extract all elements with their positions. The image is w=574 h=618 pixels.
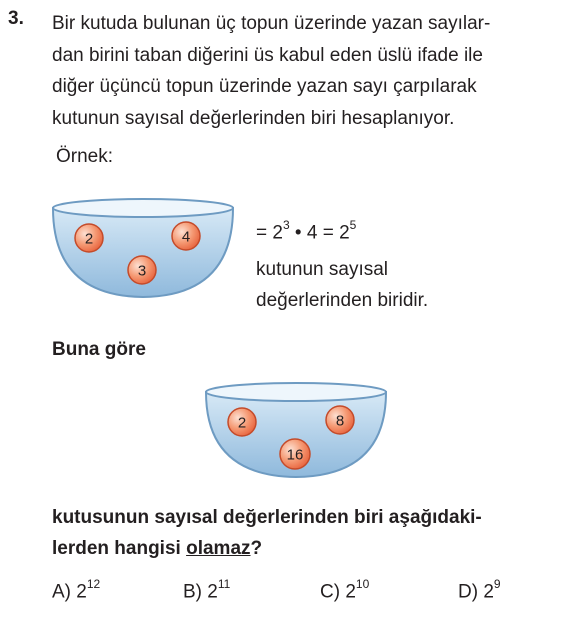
choice-label: B) 2 xyxy=(183,581,218,603)
stem-line: Bir kutuda bulunan üç topun üzerinde yazan sayılar- xyxy=(52,13,491,34)
choice-exponent: 12 xyxy=(86,577,101,591)
prompt-underlined-word: olamaz xyxy=(186,538,251,559)
choice-label: C) 2 xyxy=(320,581,356,603)
example-equation xyxy=(256,220,356,244)
eq-exponent: 3 xyxy=(282,218,290,232)
question-prompt xyxy=(52,502,482,564)
choice-label: A) 2 xyxy=(52,581,87,603)
stem-line: diğer üçüncü topun üzerinde yazan sayı çarpılarak xyxy=(52,76,477,97)
choice-c[interactable] xyxy=(320,579,369,603)
example-description xyxy=(256,254,428,316)
ball-label: 16 xyxy=(286,446,304,464)
ball xyxy=(228,408,256,436)
prompt-line: kutusunun sayısal değerlerinden biri aşağıdaki- xyxy=(52,507,482,528)
eq-part: • 4 = 2 xyxy=(289,222,350,244)
ball xyxy=(128,256,156,284)
question-number: 3. xyxy=(8,8,24,29)
choice-exponent: 11 xyxy=(217,577,231,591)
ball xyxy=(326,406,354,434)
ball-label: 3 xyxy=(137,262,147,280)
eq-exponent: 5 xyxy=(349,218,357,232)
choice-exponent: 9 xyxy=(493,577,501,591)
prompt-line xyxy=(52,533,482,564)
ball xyxy=(172,222,200,250)
buna-gore-label: Buna göre xyxy=(52,339,146,360)
bowl-rim xyxy=(53,199,233,217)
ball xyxy=(280,439,310,469)
prompt-text: ? xyxy=(250,538,263,559)
choice-a[interactable] xyxy=(52,579,100,603)
example-label: Örnek: xyxy=(56,146,114,167)
bowl-rim xyxy=(206,383,386,401)
ball-label: 4 xyxy=(181,228,191,246)
choice-d[interactable] xyxy=(458,579,501,603)
stem-line: kutunun sayısal değerlerinden biri hesaplanıyor. xyxy=(52,107,455,129)
description-line: kutunun sayısal xyxy=(256,259,389,280)
choice-label: D) 2 xyxy=(458,581,494,603)
ball xyxy=(75,224,103,252)
eq-part: = 2 xyxy=(256,222,283,244)
question-bowl-illustration xyxy=(203,380,389,480)
description-line: değerlerinden biridir. xyxy=(256,290,429,311)
example-bowl-illustration xyxy=(50,196,236,300)
choice-b[interactable] xyxy=(183,579,230,603)
ball-label: 2 xyxy=(237,414,247,432)
choice-exponent: 10 xyxy=(355,577,370,591)
ball-label: 8 xyxy=(335,412,345,430)
ball-label: 2 xyxy=(84,230,94,248)
stem-line: dan birini taban diğerini üs kabul eden üslü ifade ile xyxy=(52,44,483,66)
prompt-text: lerden hangisi xyxy=(52,538,187,559)
question-stem xyxy=(52,8,552,134)
